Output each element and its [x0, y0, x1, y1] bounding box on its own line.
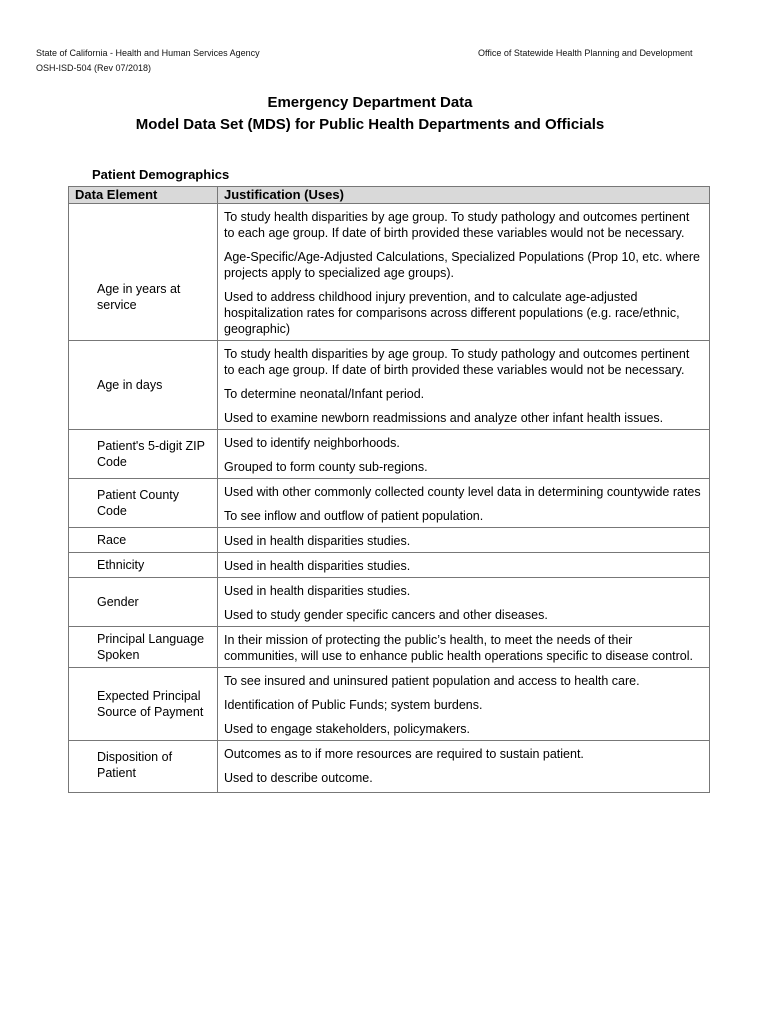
- justification-cell: [218, 479, 710, 528]
- table-row: [69, 341, 710, 430]
- data-element-name: Patient's 5-digit ZIP Code: [97, 439, 205, 469]
- data-element-name: Principal Language Spoken: [97, 632, 205, 662]
- table-row: [69, 479, 710, 528]
- justification-text: Used in health disparities studies.: [224, 559, 411, 573]
- data-element-cell: [69, 627, 218, 668]
- office-name: Office of Statewide Health Planning and Development: [478, 48, 693, 58]
- section-title: Patient Demographics: [92, 167, 230, 182]
- justification-text: Used to describe outcome.: [224, 771, 373, 785]
- header-right: [478, 46, 692, 61]
- table-row: [69, 528, 710, 553]
- data-element-cell: [69, 430, 218, 479]
- justification-text: Used in health disparities studies.: [224, 584, 411, 598]
- data-element-name: Ethnicity: [97, 558, 145, 572]
- data-element-cell: [69, 204, 218, 341]
- data-elements-table: [68, 186, 710, 793]
- justification-cell: [218, 341, 710, 430]
- title-line-1: Emergency Department Data: [267, 94, 473, 111]
- justification-cell: [218, 528, 710, 553]
- table-row: [69, 578, 710, 627]
- justification-cell: [218, 627, 710, 668]
- table-header-row: [69, 187, 710, 204]
- justification-cell: [218, 668, 710, 741]
- column-header-justification: Justification (Uses): [218, 187, 710, 204]
- data-element-name: Gender: [97, 595, 139, 609]
- justification-text: To see inflow and outflow of patient population.: [224, 509, 484, 523]
- justification-text: Used to address childhood injury prevention, and to calculate age-adjusted hospitalization rates for comparisons across different populations (e.g. race/ethnic, geographic): [224, 290, 680, 336]
- data-element-name: Disposition of Patient: [97, 750, 173, 780]
- agency-name: State of California - Health and Human Services Agency: [36, 48, 260, 58]
- justification-text: Used with other commonly collected county level data in determining countywide rates: [224, 485, 701, 499]
- justification-cell: [218, 741, 710, 793]
- data-element-cell: [69, 479, 218, 528]
- justification-cell: [218, 204, 710, 341]
- data-element-name: Age in days: [97, 378, 163, 392]
- header-left: [36, 46, 260, 76]
- table-row: [69, 741, 710, 793]
- data-element-name: Patient County Code: [97, 488, 179, 518]
- justification-text: To determine neonatal/Infant period.: [224, 387, 425, 401]
- title-line-2: Model Data Set (MDS) for Public Health Departments and Officials: [135, 116, 605, 133]
- justification-text: In their mission of protecting the public’s health, to meet the needs of their communities, will use to enhance public health operations specific to disease control.: [224, 633, 694, 663]
- justification-cell: [218, 553, 710, 578]
- data-element-name: Expected Principal Source of Payment: [97, 689, 204, 719]
- justification-text: Used to study gender specific cancers and other diseases.: [224, 608, 548, 622]
- data-element-cell: [69, 553, 218, 578]
- data-element-cell: [69, 578, 218, 627]
- justification-text: Outcomes as to if more resources are required to sustain patient.: [224, 747, 584, 761]
- data-element-cell: [69, 668, 218, 741]
- justification-text: Identification of Public Funds; system burdens.: [224, 698, 483, 712]
- justification-cell: [218, 430, 710, 479]
- justification-text: Used to engage stakeholders, policymakers.: [224, 722, 470, 736]
- table-row: [69, 553, 710, 578]
- justification-cell: [218, 578, 710, 627]
- justification-text: Used to examine newborn readmissions and analyze other infant health issues.: [224, 411, 664, 425]
- justification-text: Used in health disparities studies.: [224, 534, 411, 548]
- column-header-element: Data Element: [69, 187, 218, 204]
- justification-text: Used to identify neighborhoods.: [224, 436, 400, 450]
- document-title: [0, 92, 740, 136]
- justification-text: To study health disparities by age group. To study pathology and outcomes pertinent to each age group. If date of birth provided these variables would not be necessary.: [224, 210, 690, 240]
- table-row: [69, 204, 710, 341]
- table-row: [69, 430, 710, 479]
- data-element-name: Age in years at service: [97, 282, 181, 312]
- table-row: [69, 668, 710, 741]
- data-element-name: Race: [97, 533, 127, 547]
- justification-text: To study health disparities by age group. To study pathology and outcomes pertinent to each age group. If date of birth provided these variables would not be necessary.: [224, 347, 690, 377]
- data-element-cell: [69, 528, 218, 553]
- justification-text: Age-Specific/Age-Adjusted Calculations, Specialized Populations (Prop 10, etc. where projects apply to specialized age groups).: [224, 250, 700, 280]
- justification-text: To see insured and uninsured patient population and access to health care.: [224, 674, 640, 688]
- form-id: OSH-ISD-504 (Rev 07/2018): [36, 63, 152, 73]
- data-element-cell: [69, 741, 218, 793]
- table-row: [69, 627, 710, 668]
- justification-text: Grouped to form county sub-regions.: [224, 460, 428, 474]
- data-element-cell: [69, 341, 218, 430]
